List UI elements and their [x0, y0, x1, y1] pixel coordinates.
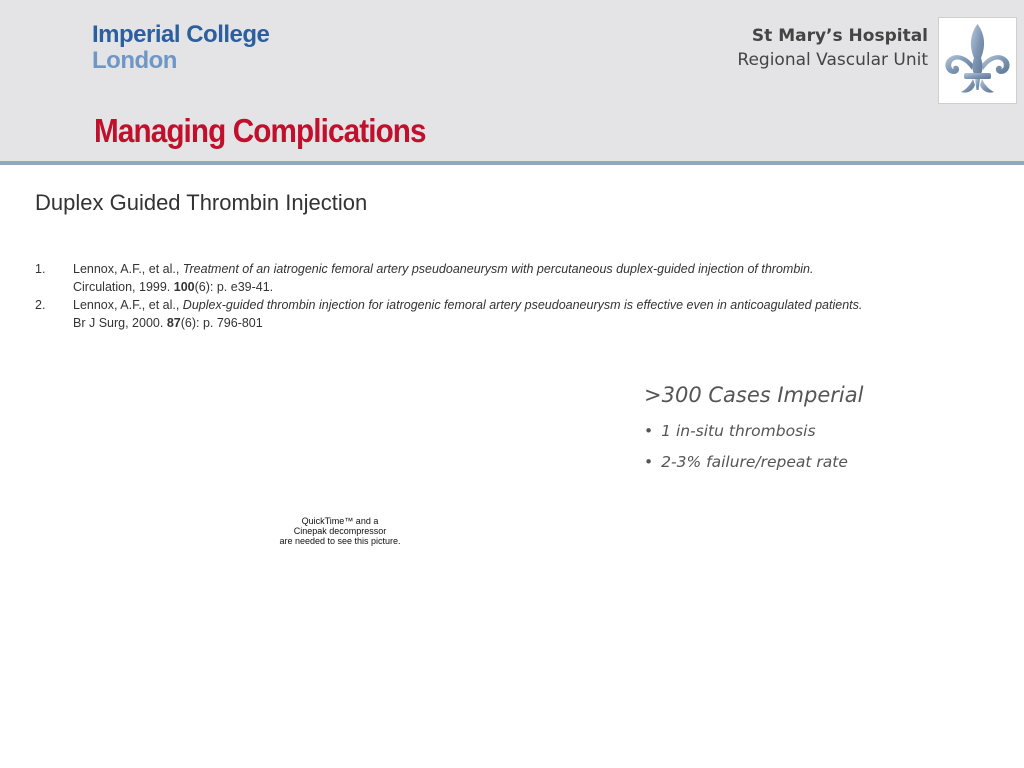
- bullet-dot: •: [644, 422, 654, 440]
- reference-volume: 87: [166, 316, 181, 330]
- summary-block: [644, 380, 863, 478]
- reference-number: 2.: [35, 298, 46, 312]
- header-divider: [0, 161, 1024, 165]
- unit-name: Regional Vascular Unit: [737, 50, 928, 70]
- hospital-label: [737, 24, 928, 72]
- media-placeholder-line: Cinepak decompressor: [293, 526, 387, 536]
- media-placeholder-line: are needed to see this picture.: [279, 536, 401, 546]
- reference-item: [35, 260, 875, 296]
- reference-item: [35, 296, 875, 332]
- reference-number: 1.: [35, 262, 46, 276]
- hospital-name: St Mary’s Hospital: [751, 26, 928, 46]
- slide-subtitle: Duplex Guided Thrombin Injection: [35, 190, 368, 215]
- reference-journal: Circulation, 1999.: [73, 280, 174, 294]
- reference-pages: (6): p. 796-801: [180, 316, 263, 330]
- bullet-text: 2-3% failure/repeat rate: [661, 453, 848, 471]
- media-placeholder-line: QuickTime™ and a: [301, 516, 379, 526]
- reference-list: [35, 260, 875, 332]
- reference-pages: (6): p. e39-41.: [194, 280, 274, 294]
- logo-line-2: London: [92, 47, 177, 74]
- imperial-college-logo: [92, 22, 269, 74]
- reference-title: Duplex-guided thrombin injection for iatrogenic femoral artery pseudoaneurysm is effective even in anticoagulated patients.: [182, 298, 863, 312]
- reference-title: Treatment of an iatrogenic femoral artery pseudoaneurysm with percutaneous duplex-guided injection of thrombin.: [182, 262, 814, 276]
- fleur-de-lis-graphic: [939, 18, 1016, 103]
- media-placeholder: [260, 516, 420, 546]
- summary-heading: >300 Cases Imperial: [644, 383, 864, 407]
- summary-bullet: [644, 447, 863, 478]
- bullet-dot: •: [644, 453, 654, 471]
- reference-journal: Br J Surg, 2000.: [73, 316, 167, 330]
- reference-authors: Lennox, A.F., et al.,: [73, 262, 183, 276]
- reference-volume: 100: [173, 280, 195, 294]
- summary-bullet: [644, 416, 863, 447]
- logo-line-1: Imperial College: [92, 21, 270, 48]
- fleur-de-lis-icon: [938, 17, 1017, 104]
- bullet-text: 1 in-situ thrombosis: [661, 422, 816, 440]
- reference-authors: Lennox, A.F., et al.,: [73, 298, 183, 312]
- slide-title: Managing Complications: [94, 112, 426, 149]
